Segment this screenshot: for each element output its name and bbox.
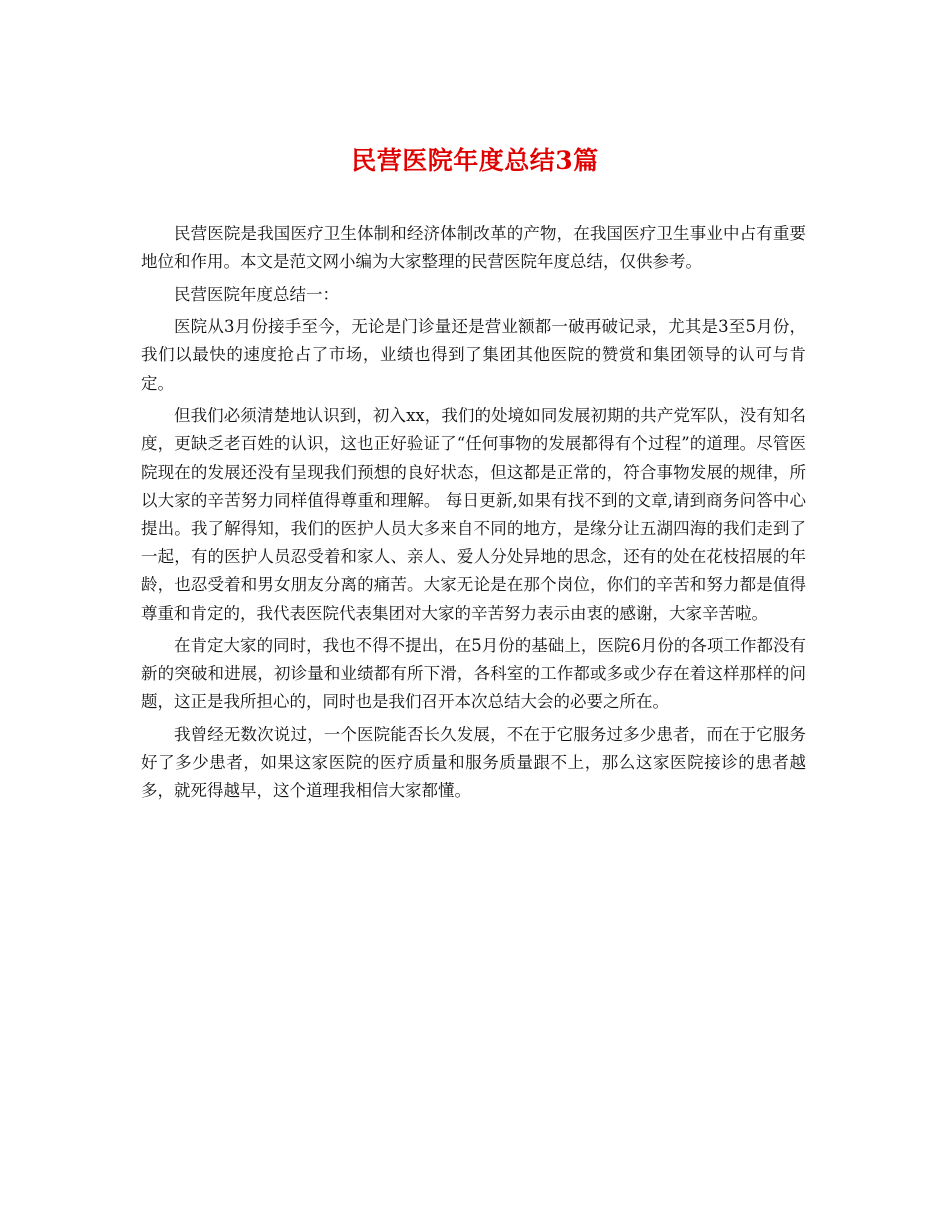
- paragraph-intro: 民营医院是我国医疗卫生体制和经济体制改革的产物，在我国医疗卫生事业中占有重要地位和作用。本文是范文网小编为大家整理的民营医院年度总结，仅供参考。: [141, 224, 806, 272]
- paragraph: 但我们必须清楚地认识到，初入xx，我们的处境如同发展初期的共产党军队，没有知名度，更缺乏老百姓的认识，这也正好验证了“任何事物的发展都得有个过程”的道理。尽管医院现在的发展还没有呈现我们预想的良好状态，但这都是正常的，符合事物发展的规律，所以大家的辛苦努力同样值得尊重和理解。 每日更新,如果有找不到的文章,请到商务问答中心提出。我了解得知，我们的医护人员大多来自不同的地方，是缘分让五湖四海的我们走到了一起，有的医护人员忍受着和家人、亲人、爱人分处异地的思念，还有的处在花枝招展的年龄，也忍受着和男女朋友分离的痛苦。大家无论是在那个岗位，你们的辛苦和努力都是值得尊重和肯定的，我代表医院代表集团对大家的辛苦努力表示由衷的感谢，大家辛苦啦。: [141, 406, 806, 623]
- paragraph: 我曾经无数次说过，一个医院能否长久发展，不在于它服务过多少患者，而在于它服务好了多少患者，如果这家医院的医疗质量和服务质量跟不上，那么这家医院接诊的患者越多，就死得越早，这个道理我相信大家都懂。: [141, 724, 806, 801]
- document-title: 民营医院年度总结3篇: [351, 146, 599, 175]
- document-body: [141, 220, 806, 810]
- paragraph: 在肯定大家的同时，我也不得不提出，在5月份的基础上，医院6月份的各项工作都没有新的突破和进展，初诊量和业绩都有所下滑，各科室的工作都或多或少存在着这样那样的问题，这正是我所担心的，同时也是我们召开本次总结大会的必要之所在。: [141, 636, 806, 712]
- section-heading: 民营医院年度总结一：: [174, 284, 339, 304]
- paragraph: 医院从3月份接手至今，无论是门诊量还是营业额都一破再破记录，尤其是3至5月份，我们以最快的速度抢占了市场，业绩也得到了集团其他医院的赞赏和集团领导的认可与肯定。: [141, 317, 806, 393]
